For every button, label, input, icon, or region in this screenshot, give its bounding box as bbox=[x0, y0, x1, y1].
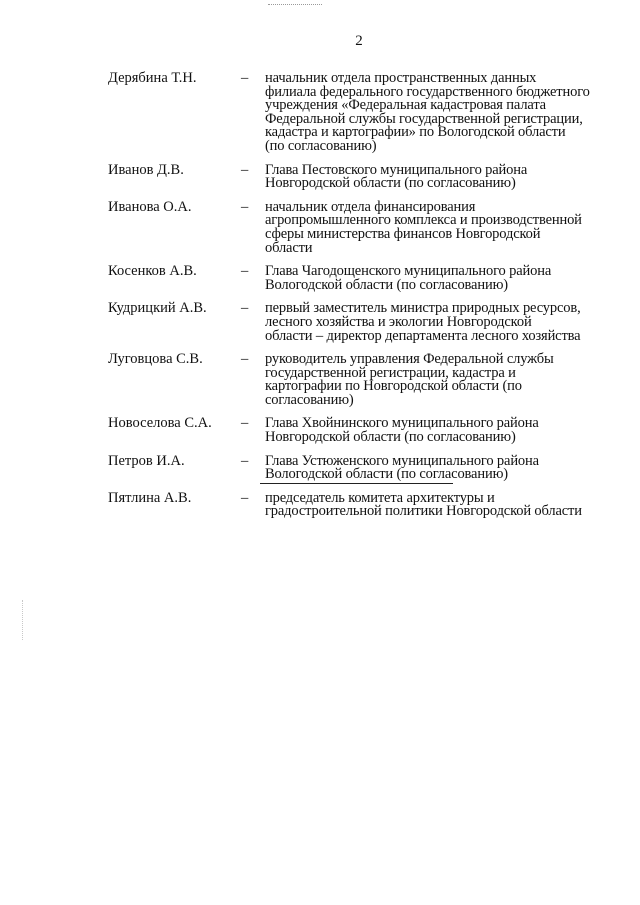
member-entry bbox=[0, 161, 640, 192]
member-position-line: кадастра и картографии» по Вологодской области bbox=[265, 124, 566, 141]
member-name: Иванова О.А. bbox=[108, 198, 192, 215]
member-position-line: филиала федерального государственного бюджетного bbox=[265, 83, 590, 100]
member-position-line: градостроительной политики Новгородской области bbox=[265, 503, 582, 520]
member-name: Дерябина Т.Н. bbox=[108, 70, 197, 86]
member-position-line: агропромышленного комплекса и производственной bbox=[265, 212, 582, 229]
member-name: Петров И.А. bbox=[108, 452, 185, 469]
scan-artifact bbox=[22, 600, 24, 640]
member-position bbox=[265, 265, 637, 292]
member-position-line: Глава Устюженского муниципального района bbox=[265, 452, 539, 469]
member-name: Иванов Д.В. bbox=[108, 161, 184, 178]
scan-header-mark bbox=[268, 0, 322, 5]
member-position-line: Федеральной службы государственной регистрации, bbox=[265, 110, 583, 127]
member-list bbox=[0, 72, 640, 529]
member-dash: – bbox=[241, 300, 249, 317]
member-position-line: начальник отдела финансирования bbox=[265, 198, 476, 215]
member-position-line: государственной регистрации, кадастра и bbox=[265, 364, 516, 381]
member-entry bbox=[0, 302, 640, 343]
member-position-line: начальник отдела пространственных данных bbox=[265, 70, 537, 86]
member-dash: – bbox=[241, 415, 249, 432]
member-position-line: Глава Хвойнинского муниципального района bbox=[265, 415, 539, 432]
member-position bbox=[265, 302, 637, 343]
member-position-line: руководитель управления Федеральной службы bbox=[265, 351, 554, 368]
member-dash: – bbox=[241, 452, 249, 469]
member-position-line: учреждения «Федеральная кадастровая палата bbox=[265, 97, 546, 114]
member-position-line: Вологодской области (по согласованию) bbox=[265, 276, 508, 293]
member-position bbox=[265, 417, 637, 444]
member-position-line: области bbox=[265, 239, 313, 256]
page-number: 2 bbox=[355, 33, 363, 49]
member-name: Косенков А.В. bbox=[108, 263, 197, 280]
member-position-line: Глава Чагодощенского муниципального района bbox=[265, 263, 552, 280]
member-position-line: Вологодской области (по согласованию) bbox=[265, 466, 508, 483]
member-position-line: Новгородской области (по согласованию) bbox=[265, 175, 516, 192]
member-dash: – bbox=[241, 489, 249, 506]
member-entry bbox=[0, 489, 640, 520]
member-position bbox=[265, 161, 637, 192]
member-dash: – bbox=[241, 161, 249, 178]
member-position-line: председатель комитета архитектуры и bbox=[265, 489, 495, 506]
member-dash: – bbox=[241, 70, 249, 86]
member-name: Новоселова С.А. bbox=[108, 415, 212, 432]
member-entry bbox=[0, 198, 640, 256]
member-position-line: лесного хозяйства и экологии Новгородской bbox=[265, 313, 532, 330]
member-entry bbox=[0, 452, 640, 483]
member-position bbox=[265, 452, 637, 483]
member-position bbox=[265, 353, 637, 407]
member-position bbox=[265, 198, 637, 256]
member-entry bbox=[0, 265, 640, 292]
member-position-line: Новгородской области (по согласованию) bbox=[265, 429, 516, 446]
member-position bbox=[265, 489, 637, 520]
end-of-list-rule bbox=[260, 483, 453, 484]
member-position bbox=[265, 72, 637, 154]
member-entry bbox=[0, 417, 640, 444]
member-position-line: картографии по Новгородской области (по bbox=[265, 378, 522, 395]
member-position-line: Глава Пестовского муниципального района bbox=[265, 161, 528, 178]
member-entry bbox=[0, 353, 640, 407]
member-position-line: (по согласованию) bbox=[265, 137, 377, 154]
member-position-line: области – директор департамента лесного хозяйства bbox=[265, 327, 581, 344]
member-dash: – bbox=[241, 263, 249, 280]
member-entry bbox=[0, 72, 640, 154]
member-position-line: первый заместитель министра природных ресурсов, bbox=[265, 300, 581, 317]
member-dash: – bbox=[241, 351, 249, 368]
member-position-line: сферы министерства финансов Новгородской bbox=[265, 225, 541, 242]
member-position-line: согласованию) bbox=[265, 391, 354, 408]
member-dash: – bbox=[241, 198, 249, 215]
member-name: Пятлина А.В. bbox=[108, 489, 192, 506]
member-name: Кудрицкий А.В. bbox=[108, 300, 207, 317]
member-name: Луговцова С.В. bbox=[108, 351, 203, 368]
